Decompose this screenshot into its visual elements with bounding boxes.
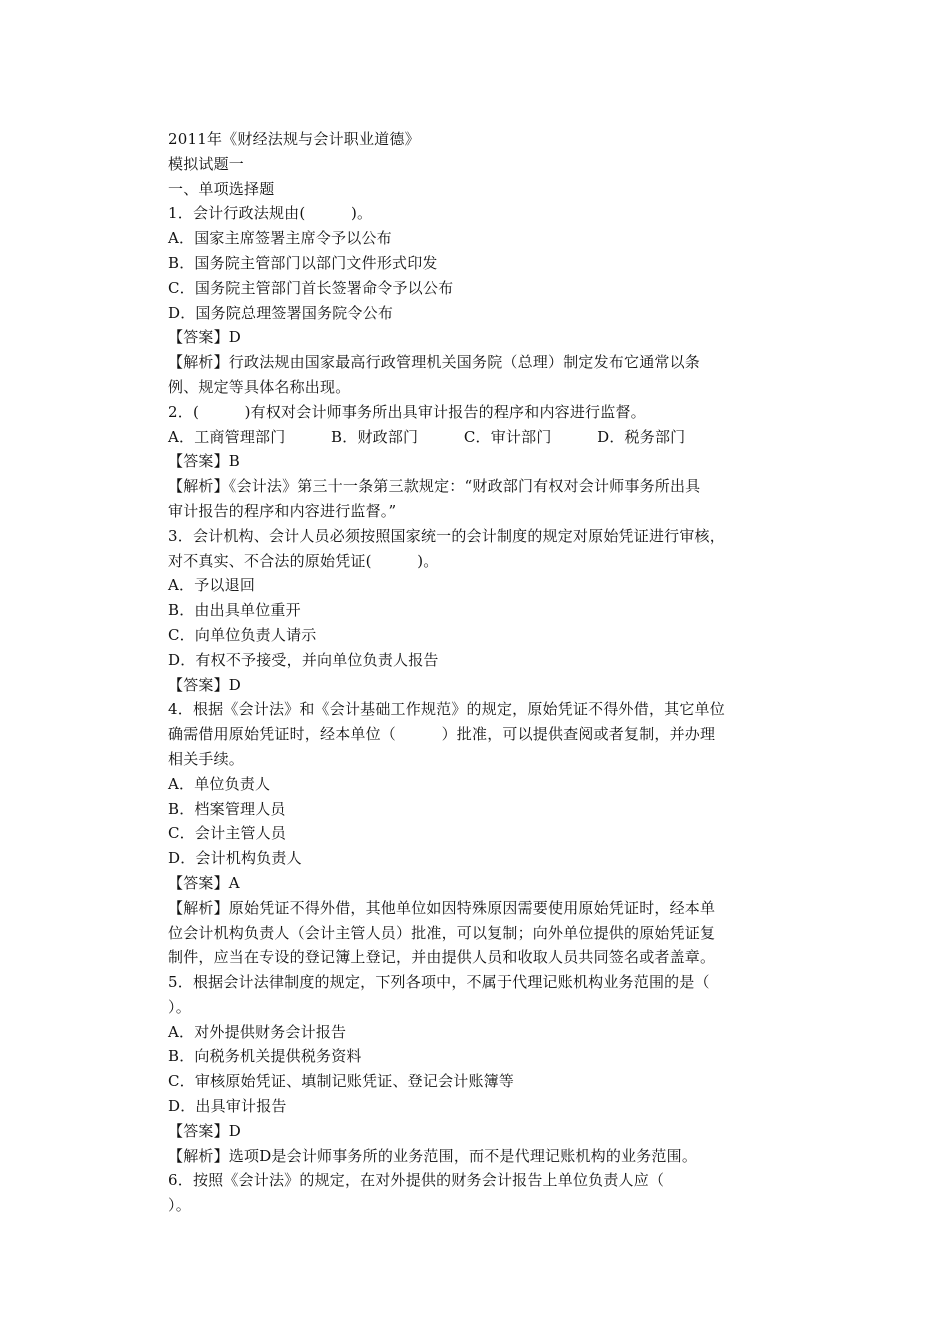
question-1-answer: 【答案】D xyxy=(168,328,242,347)
question-4-option-b: B．档案管理人员 xyxy=(168,799,286,818)
question-1-option-d: D．国务院总理签署国务院令公布 xyxy=(168,303,394,322)
question-4-stem-line-2: 确需借用原始凭证时，经本单位（ ）批准，可以提供查阅或者复制，并办理 xyxy=(168,725,716,744)
document-title: 2011年《财经法规与会计职业道德》 xyxy=(168,130,420,148)
question-3-stem-line-1: 3．会计机构、会计人员必须按照国家统一的会计制度的规定对原始凭证进行审核， xyxy=(168,526,725,545)
question-5-stem-line-1: 5．根据会计法律制度的规定，下列各项中，不属于代理记账机构业务范围的是（ xyxy=(168,973,710,992)
question-4-stem-line-3: 相关手续。 xyxy=(168,749,245,768)
question-4-stem-line-1: 4．根据《会计法》和《会计基础工作规范》的规定，原始凭证不得外借，其它单位 xyxy=(168,700,725,719)
question-1-explanation-line-1: 【解析】行政法规由国家最高行政管理机关国务院（总理）制定发布它通常以条 xyxy=(168,353,701,372)
question-5-option-a: A．对外提供财务会计报告 xyxy=(168,1022,347,1041)
question-1-option-a: A．国家主席签署主席令予以公布 xyxy=(168,229,392,248)
question-1-option-b: B．国务院主管部门以部门文件形式印发 xyxy=(168,253,438,272)
question-5-option-d: D．出具审计报告 xyxy=(168,1097,287,1116)
question-4-explanation-line-3: 制件，应当在专设的登记簿上登记，并由提供人员和收取人员共同签名或者盖章。 xyxy=(168,948,716,967)
question-4-answer: 【答案】A xyxy=(168,873,240,892)
question-4-option-c: C．会计主管人员 xyxy=(168,824,287,843)
question-2-explanation-line-2: 审计报告的程序和内容进行监督。” xyxy=(168,501,397,520)
question-3-stem-line-2: 对不真实、不合法的原始凭证( )。 xyxy=(168,551,439,570)
question-4-option-d: D．会计机构负责人 xyxy=(168,849,302,868)
question-5-answer: 【答案】D xyxy=(168,1121,242,1140)
question-4-explanation-line-1: 【解析】原始凭证不得外借，其他单位如因特殊原因需要使用原始凭证时，经本单 xyxy=(168,898,716,917)
question-5-explanation: 【解析】选项D是会计师事务所的业务范围，而不是代理记账机构的业务范围。 xyxy=(168,1146,698,1165)
document-page xyxy=(168,127,788,1218)
question-1-stem: 1．会计行政法规由( )。 xyxy=(168,204,373,223)
document-subtitle: 模拟试题一 xyxy=(168,154,245,173)
section-heading: 一、单项选择题 xyxy=(168,179,275,198)
question-2-options: A．工商管理部门 B．财政部门 C．审计部门 D．税务部门 xyxy=(168,427,686,446)
question-4-explanation-line-2: 位会计机构负责人（会计主管人员）批准，可以复制；向外单位提供的原始凭证复 xyxy=(168,923,716,942)
question-3-option-c: C．向单位负责人请示 xyxy=(168,625,317,644)
question-3-option-d: D．有权不予接受，并向单位负责人报告 xyxy=(168,650,439,669)
question-1-option-c: C．国务院主管部门首长签署命令予以公布 xyxy=(168,278,454,297)
question-6-stem-line-2: ）。 xyxy=(168,1196,191,1215)
question-2-answer: 【答案】B xyxy=(168,452,241,471)
question-3-option-a: A．予以退回 xyxy=(168,576,256,595)
question-3-option-b: B．由出具单位重开 xyxy=(168,601,301,620)
question-3-answer: 【答案】D xyxy=(168,675,242,694)
question-5-stem-line-2: ）。 xyxy=(168,997,191,1016)
question-6-stem-line-1: 6．按照《会计法》的规定，在对外提供的财务会计报告上单位负责人应（ xyxy=(168,1171,665,1190)
question-4-option-a: A．单位负责人 xyxy=(168,774,271,793)
question-2-stem: 2．( )有权对会计师事务所出具审计报告的程序和内容进行监督。 xyxy=(168,402,646,421)
question-5-option-c: C．审核原始凭证、填制记账凭证、登记会计账簿等 xyxy=(168,1072,515,1091)
question-1-explanation-line-2: 例、规定等具体名称出现。 xyxy=(168,377,351,396)
question-5-option-b: B．向税务机关提供税务资料 xyxy=(168,1047,362,1066)
question-2-explanation-line-1: 【解析】《会计法》第三十一条第三款规定：“财政部门有权对会计师事务所出具 xyxy=(168,477,701,496)
